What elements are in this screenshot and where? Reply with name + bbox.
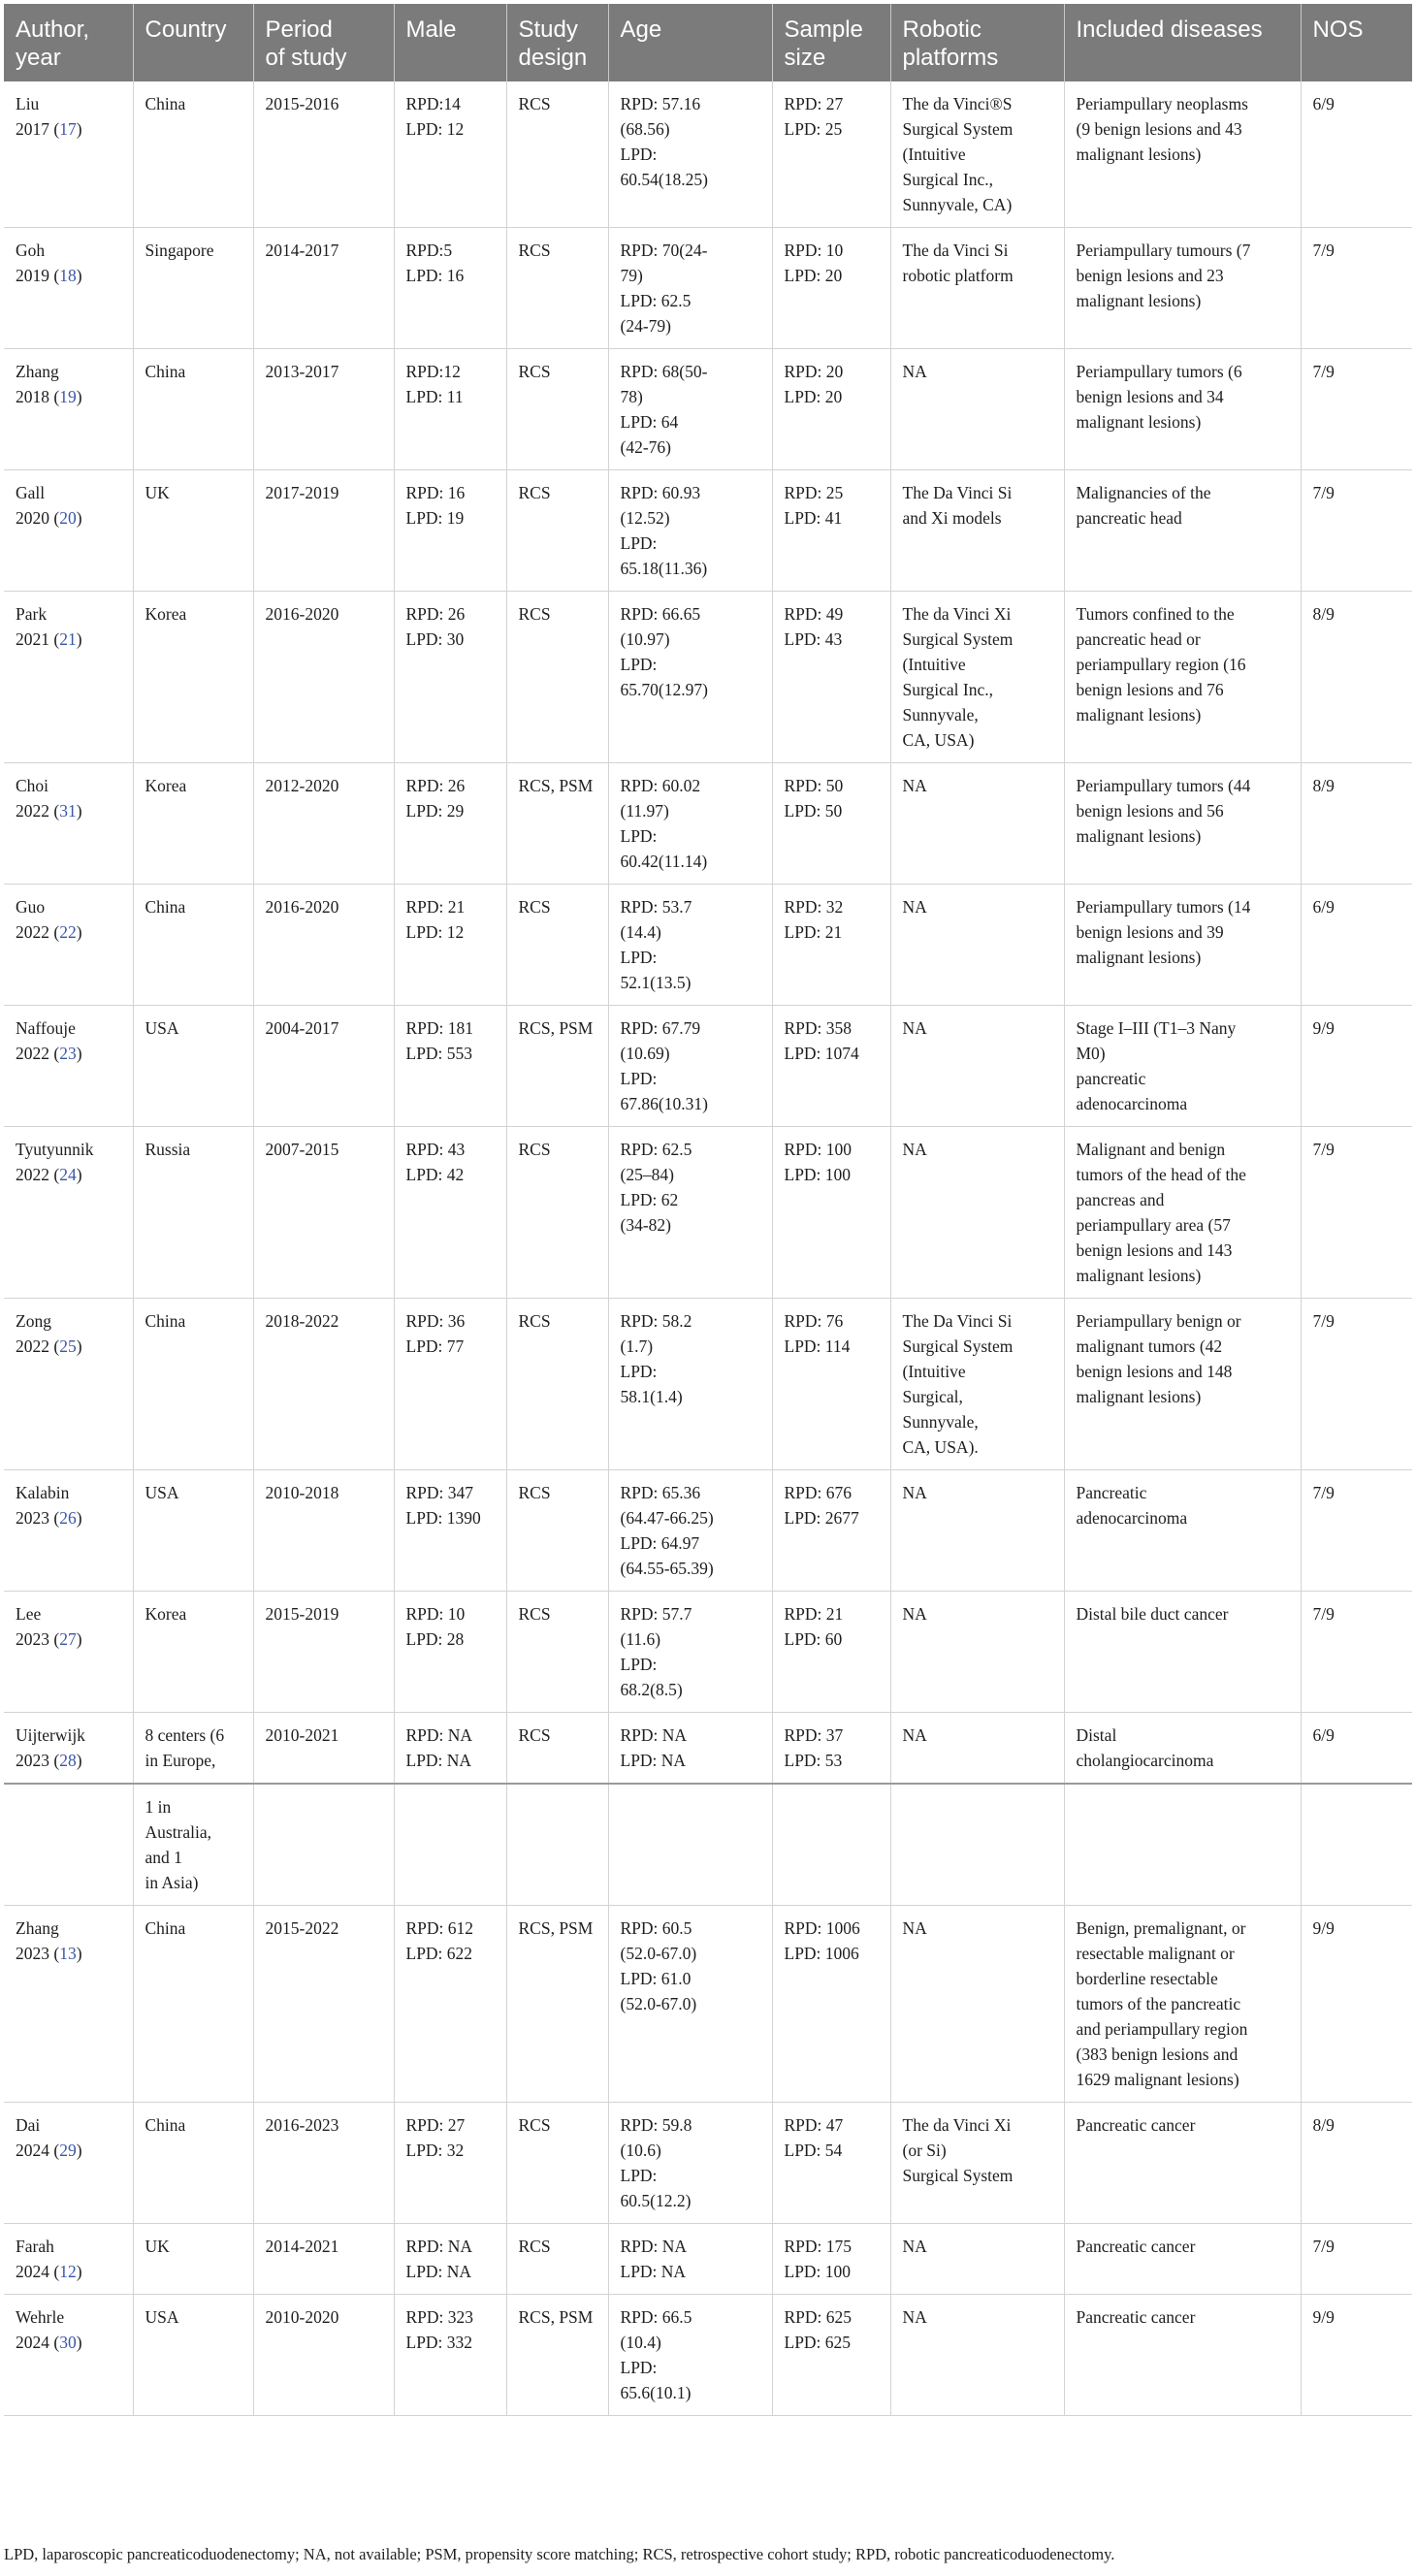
- cell-age: RPD: 57.7 (11.6) LPD: 68.2(8.5): [608, 1592, 772, 1713]
- cell-sample: RPD: 358 LPD: 1074: [772, 1006, 890, 1127]
- study-year: 2019: [16, 266, 49, 285]
- table-row: [4, 81, 1412, 228]
- cell-sample: RPD: 47 LPD: 54: [772, 2103, 890, 2224]
- cell-diseases: Pancreatic cancer: [1064, 2295, 1301, 2416]
- cell-nos: 7/9: [1301, 228, 1412, 349]
- cell-period: 2016-2020: [253, 885, 394, 1006]
- cell-sample: RPD: 49 LPD: 43: [772, 592, 890, 763]
- table-row: [4, 2295, 1412, 2416]
- cell-author-year: [4, 2224, 133, 2295]
- cell-period: 2018-2022: [253, 1299, 394, 1470]
- cell-period: 2007-2015: [253, 1127, 394, 1299]
- cell-sample: RPD: 25 LPD: 41: [772, 470, 890, 592]
- cell-sample: RPD: 625 LPD: 625: [772, 2295, 890, 2416]
- cell-nos: 7/9: [1301, 2224, 1412, 2295]
- cell-author-year: [4, 1906, 133, 2103]
- table-row: [4, 763, 1412, 885]
- cell-nos: 6/9: [1301, 885, 1412, 1006]
- cell-country: UK: [133, 470, 253, 592]
- reference-link[interactable]: 27: [59, 1629, 77, 1649]
- cell-age: RPD: 59.8 (10.6) LPD: 60.5(12.2): [608, 2103, 772, 2224]
- cell-period: [253, 1784, 394, 1906]
- cell-male: RPD: 10 LPD: 28: [394, 1592, 506, 1713]
- cell-country: Korea: [133, 763, 253, 885]
- study-year: 2021: [16, 629, 49, 649]
- column-header-age: Age: [608, 4, 772, 81]
- cell-diseases: Periampullary tumours (7 benign lesions and 23 malignant lesions): [1064, 228, 1301, 349]
- cell-diseases: Malignancies of the pancreatic head: [1064, 470, 1301, 592]
- column-header-design: Study design: [506, 4, 608, 81]
- author-year-line: 2017 (17): [16, 119, 82, 139]
- table-row: [4, 1470, 1412, 1592]
- cell-platform: The da Vinci Xi Surgical System (Intuitive Surgical Inc., Sunnyvale, CA, USA): [890, 592, 1064, 763]
- cell-age: RPD: 60.5 (52.0-67.0) LPD: 61.0 (52.0-67.0): [608, 1906, 772, 2103]
- cell-design: RCS, PSM: [506, 763, 608, 885]
- cell-sample: RPD: 676 LPD: 2677: [772, 1470, 890, 1592]
- cell-age: RPD: 57.16 (68.56) LPD: 60.54(18.25): [608, 81, 772, 228]
- cell-platform: NA: [890, 763, 1064, 885]
- cell-design: RCS: [506, 2103, 608, 2224]
- author-year-line: 2022 (22): [16, 922, 82, 942]
- table-row: [4, 2103, 1412, 2224]
- author-name: Farah: [16, 2237, 54, 2256]
- table-row: [4, 1127, 1412, 1299]
- cell-country: China: [133, 2103, 253, 2224]
- table-row: [4, 592, 1412, 763]
- cell-sample: RPD: 37 LPD: 53: [772, 1713, 890, 1785]
- cell-design: RCS: [506, 1713, 608, 1785]
- cell-platform: [890, 1784, 1064, 1906]
- cell-nos: 7/9: [1301, 1127, 1412, 1299]
- author-name: Lee: [16, 1604, 42, 1624]
- reference-link[interactable]: 29: [59, 2141, 77, 2160]
- cell-design: RCS: [506, 349, 608, 470]
- author-name: Liu: [16, 94, 40, 113]
- table-row: [4, 1592, 1412, 1713]
- cell-author-year: [4, 470, 133, 592]
- reference-link[interactable]: 13: [59, 1944, 77, 1963]
- cell-nos: 8/9: [1301, 2103, 1412, 2224]
- cell-platform: NA: [890, 1592, 1064, 1713]
- cell-period: 2004-2017: [253, 1006, 394, 1127]
- author-name: Wehrle: [16, 2307, 65, 2327]
- cell-diseases: Periampullary benign or malignant tumors (42 benign lesions and 148 malignant lesions): [1064, 1299, 1301, 1470]
- cell-sample: RPD: 32 LPD: 21: [772, 885, 890, 1006]
- study-year: 2022: [16, 922, 49, 942]
- cell-age: RPD: 66.5 (10.4) LPD: 65.6(10.1): [608, 2295, 772, 2416]
- study-year: 2023: [16, 1629, 49, 1649]
- author-name: Goh: [16, 241, 46, 260]
- cell-country: USA: [133, 1006, 253, 1127]
- cell-platform: NA: [890, 2224, 1064, 2295]
- cell-period: 2010-2021: [253, 1713, 394, 1785]
- author-year-line: 2022 (25): [16, 1336, 82, 1356]
- cell-diseases: Periampullary tumors (6 benign lesions and 34 malignant lesions): [1064, 349, 1301, 470]
- study-year: 2022: [16, 1336, 49, 1356]
- cell-author-year: [4, 349, 133, 470]
- author-name: Naffouje: [16, 1018, 76, 1038]
- cell-design: RCS: [506, 1127, 608, 1299]
- study-year: 2023: [16, 1508, 49, 1528]
- cell-country: China: [133, 1299, 253, 1470]
- cell-design: RCS: [506, 228, 608, 349]
- cell-diseases: Periampullary neoplasms (9 benign lesions and 43 malignant lesions): [1064, 81, 1301, 228]
- cell-age: RPD: 62.5 (25–84) LPD: 62 (34-82): [608, 1127, 772, 1299]
- cell-country: 1 in Australia, and 1 in Asia): [133, 1784, 253, 1906]
- author-year-line: 2024 (30): [16, 2333, 82, 2352]
- reference-link[interactable]: 18: [59, 266, 77, 285]
- study-year: 2022: [16, 1165, 49, 1184]
- author-year-line: 2024 (29): [16, 2141, 82, 2160]
- cell-diseases: Pancreatic adenocarcinoma: [1064, 1470, 1301, 1592]
- study-year: 2024: [16, 2141, 49, 2160]
- column-header-platform: Robotic platforms: [890, 4, 1064, 81]
- author-year-line: 2019 (18): [16, 266, 82, 285]
- author-year-line: 2023 (26): [16, 1508, 82, 1528]
- cell-design: RCS: [506, 885, 608, 1006]
- author-name: Zong: [16, 1311, 51, 1331]
- cell-nos: 7/9: [1301, 1592, 1412, 1713]
- cell-nos: 7/9: [1301, 1299, 1412, 1470]
- table-footnote: LPD, laparoscopic pancreaticoduodenectomy; NA, not available; PSM, propensity score matching; RCS, retrospective cohort study; RPD, robotic pancreaticoduodenectomy.: [4, 2545, 1115, 2563]
- cell-diseases: Stage I–III (T1–3 Nany M0) pancreatic adenocarcinoma: [1064, 1006, 1301, 1127]
- table-row: [4, 1713, 1412, 1785]
- study-characteristics-table: [4, 4, 1412, 2416]
- study-table-container: [4, 4, 1412, 2416]
- study-year: 2023: [16, 1944, 49, 1963]
- author-year-line: 2023 (28): [16, 1751, 82, 1770]
- reference-link[interactable]: 21: [59, 629, 77, 649]
- reference-link[interactable]: 22: [59, 922, 77, 942]
- reference-link[interactable]: 25: [59, 1336, 77, 1356]
- cell-sample: RPD: 1006 LPD: 1006: [772, 1906, 890, 2103]
- header-row: [4, 4, 1412, 81]
- cell-author-year: [4, 2295, 133, 2416]
- cell-author-year: [4, 1127, 133, 1299]
- reference-link[interactable]: 17: [59, 119, 77, 139]
- table-row: [4, 2224, 1412, 2295]
- column-header-nos: NOS: [1301, 4, 1412, 81]
- cell-age: RPD: 53.7 (14.4) LPD: 52.1(13.5): [608, 885, 772, 1006]
- author-year-line: 2024 (12): [16, 2262, 82, 2281]
- cell-nos: 8/9: [1301, 592, 1412, 763]
- author-name: Gall: [16, 483, 46, 502]
- cell-platform: NA: [890, 1713, 1064, 1785]
- cell-period: 2010-2018: [253, 1470, 394, 1592]
- cell-design: RCS: [506, 592, 608, 763]
- cell-design: [506, 1784, 608, 1906]
- cell-diseases: Distal cholangiocarcinoma: [1064, 1713, 1301, 1785]
- cell-country: China: [133, 349, 253, 470]
- cell-diseases: Periampullary tumors (14 benign lesions and 39 malignant lesions): [1064, 885, 1301, 1006]
- author-name: Park: [16, 604, 48, 624]
- cell-period: 2010-2020: [253, 2295, 394, 2416]
- cell-design: RCS, PSM: [506, 1006, 608, 1127]
- cell-sample: [772, 1784, 890, 1906]
- cell-diseases: [1064, 1784, 1301, 1906]
- cell-platform: NA: [890, 349, 1064, 470]
- cell-author-year: [4, 1784, 133, 1906]
- cell-platform: The da Vinci Si robotic platform: [890, 228, 1064, 349]
- cell-sample: RPD: 50 LPD: 50: [772, 763, 890, 885]
- cell-male: RPD: 21 LPD: 12: [394, 885, 506, 1006]
- cell-sample: RPD: 21 LPD: 60: [772, 1592, 890, 1713]
- cell-platform: NA: [890, 1127, 1064, 1299]
- cell-male: RPD: 26 LPD: 30: [394, 592, 506, 763]
- cell-nos: 9/9: [1301, 1006, 1412, 1127]
- cell-sample: RPD: 27 LPD: 25: [772, 81, 890, 228]
- author-year-line: 2022 (24): [16, 1165, 82, 1184]
- cell-male: RPD: NA LPD: NA: [394, 2224, 506, 2295]
- cell-male: RPD: 347 LPD: 1390: [394, 1470, 506, 1592]
- cell-nos: 8/9: [1301, 763, 1412, 885]
- cell-period: 2017-2019: [253, 470, 394, 592]
- study-year: 2022: [16, 1044, 49, 1063]
- cell-design: RCS: [506, 2224, 608, 2295]
- cell-country: USA: [133, 2295, 253, 2416]
- study-year: 2017: [16, 119, 49, 139]
- cell-age: RPD: NA LPD: NA: [608, 1713, 772, 1785]
- cell-sample: RPD: 76 LPD: 114: [772, 1299, 890, 1470]
- study-year: 2023: [16, 1751, 49, 1770]
- cell-country: Singapore: [133, 228, 253, 349]
- cell-male: [394, 1784, 506, 1906]
- cell-male: RPD: 26 LPD: 29: [394, 763, 506, 885]
- cell-platform: NA: [890, 1906, 1064, 2103]
- reference-link[interactable]: 24: [59, 1165, 77, 1184]
- cell-design: RCS: [506, 1470, 608, 1592]
- reference-link[interactable]: 28: [59, 1751, 77, 1770]
- cell-age: RPD: 68(50- 78) LPD: 64 (42-76): [608, 349, 772, 470]
- author-year-line: 2018 (19): [16, 387, 82, 406]
- author-name: Choi: [16, 776, 49, 795]
- cell-nos: [1301, 1784, 1412, 1906]
- reference-link[interactable]: 31: [59, 801, 77, 821]
- cell-country: Korea: [133, 592, 253, 763]
- cell-author-year: [4, 81, 133, 228]
- cell-nos: 6/9: [1301, 1713, 1412, 1785]
- reference-link[interactable]: 20: [59, 508, 77, 528]
- cell-male: RPD:14 LPD: 12: [394, 81, 506, 228]
- cell-male: RPD: 181 LPD: 553: [394, 1006, 506, 1127]
- cell-country: 8 centers (6 in Europe,: [133, 1713, 253, 1785]
- cell-platform: NA: [890, 2295, 1064, 2416]
- cell-period: 2016-2020: [253, 592, 394, 763]
- cell-diseases: Tumors confined to the pancreatic head or periampullary region (16 benign lesions and 76 malignant lesions): [1064, 592, 1301, 763]
- cell-nos: 9/9: [1301, 1906, 1412, 2103]
- cell-design: RCS: [506, 1299, 608, 1470]
- cell-diseases: Distal bile duct cancer: [1064, 1592, 1301, 1713]
- cell-male: RPD: 323 LPD: 332: [394, 2295, 506, 2416]
- table-row: [4, 885, 1412, 1006]
- cell-age: RPD: 65.36 (64.47-66.25) LPD: 64.97 (64.55-65.39): [608, 1470, 772, 1592]
- study-year: 2018: [16, 387, 49, 406]
- reference-link[interactable]: 19: [59, 387, 77, 406]
- cell-period: 2015-2022: [253, 1906, 394, 2103]
- cell-platform: The Da Vinci Si Surgical System (Intuitive Surgical, Sunnyvale, CA, USA).: [890, 1299, 1064, 1470]
- cell-age: [608, 1784, 772, 1906]
- cell-age: RPD: 58.2 (1.7) LPD: 58.1(1.4): [608, 1299, 772, 1470]
- author-name: Tyutyunnik: [16, 1140, 94, 1159]
- cell-nos: 7/9: [1301, 349, 1412, 470]
- cell-nos: 7/9: [1301, 1470, 1412, 1592]
- cell-sample: RPD: 20 LPD: 20: [772, 349, 890, 470]
- cell-sample: RPD: 10 LPD: 20: [772, 228, 890, 349]
- cell-age: RPD: 70(24- 79) LPD: 62.5 (24-79): [608, 228, 772, 349]
- author-name: Zhang: [16, 362, 59, 381]
- cell-author-year: [4, 2103, 133, 2224]
- table-row: [4, 1006, 1412, 1127]
- table-row: [4, 228, 1412, 349]
- cell-platform: NA: [890, 1470, 1064, 1592]
- reference-link[interactable]: 23: [59, 1044, 77, 1063]
- cell-author-year: [4, 885, 133, 1006]
- cell-country: Russia: [133, 1127, 253, 1299]
- cell-diseases: Malignant and benign tumors of the head of the pancreas and periampullary area (57 benign lesions and 143 malignant lesions): [1064, 1127, 1301, 1299]
- column-header-diseases: Included diseases: [1064, 4, 1301, 81]
- table-row: [4, 1906, 1412, 2103]
- cell-diseases: Periampullary tumors (44 benign lesions and 56 malignant lesions): [1064, 763, 1301, 885]
- cell-design: RCS: [506, 470, 608, 592]
- cell-age: RPD: 60.02 (11.97) LPD: 60.42(11.14): [608, 763, 772, 885]
- cell-diseases: Benign, premalignant, or resectable malignant or borderline resectable tumors of the pancreatic and periampullary region (383 benign lesions and 1629 malignant lesions): [1064, 1906, 1301, 2103]
- cell-platform: The da Vinci®S Surgical System (Intuitive Surgical Inc., Sunnyvale, CA): [890, 81, 1064, 228]
- cell-male: RPD: 43 LPD: 42: [394, 1127, 506, 1299]
- cell-period: 2015-2016: [253, 81, 394, 228]
- cell-author-year: [4, 1299, 133, 1470]
- cell-platform: The Da Vinci Si and Xi models: [890, 470, 1064, 592]
- cell-author-year: [4, 1006, 133, 1127]
- author-year-line: 2023 (13): [16, 1944, 82, 1963]
- table-header: [4, 4, 1412, 81]
- column-header-male: Male: [394, 4, 506, 81]
- table-row: [4, 1784, 1412, 1906]
- column-header-sample: Sample size: [772, 4, 890, 81]
- cell-author-year: [4, 763, 133, 885]
- reference-link[interactable]: 12: [59, 2262, 77, 2281]
- cell-design: RCS: [506, 1592, 608, 1713]
- cell-country: China: [133, 1906, 253, 2103]
- cell-diseases: Pancreatic cancer: [1064, 2224, 1301, 2295]
- cell-country: USA: [133, 1470, 253, 1592]
- cell-period: 2014-2021: [253, 2224, 394, 2295]
- cell-author-year: [4, 1470, 133, 1592]
- cell-country: UK: [133, 2224, 253, 2295]
- cell-diseases: Pancreatic cancer: [1064, 2103, 1301, 2224]
- table-row: [4, 1299, 1412, 1470]
- author-year-line: 2022 (23): [16, 1044, 82, 1063]
- cell-author-year: [4, 1592, 133, 1713]
- cell-country: China: [133, 81, 253, 228]
- table-row: [4, 470, 1412, 592]
- cell-author-year: [4, 1713, 133, 1785]
- table-body: [4, 81, 1412, 2416]
- cell-period: 2013-2017: [253, 349, 394, 470]
- cell-design: RCS: [506, 81, 608, 228]
- cell-male: RPD: 36 LPD: 77: [394, 1299, 506, 1470]
- cell-country: China: [133, 885, 253, 1006]
- cell-period: 2016-2023: [253, 2103, 394, 2224]
- cell-country: Korea: [133, 1592, 253, 1713]
- column-header-country: Country: [133, 4, 253, 81]
- table-row: [4, 349, 1412, 470]
- cell-age: RPD: 66.65 (10.97) LPD: 65.70(12.97): [608, 592, 772, 763]
- cell-design: RCS, PSM: [506, 2295, 608, 2416]
- cell-age: RPD: 60.93 (12.52) LPD: 65.18(11.36): [608, 470, 772, 592]
- cell-sample: RPD: 175 LPD: 100: [772, 2224, 890, 2295]
- reference-link[interactable]: 26: [59, 1508, 77, 1528]
- cell-male: RPD: 27 LPD: 32: [394, 2103, 506, 2224]
- cell-platform: NA: [890, 885, 1064, 1006]
- study-year: 2020: [16, 508, 49, 528]
- cell-author-year: [4, 592, 133, 763]
- reference-link[interactable]: 30: [59, 2333, 77, 2352]
- cell-author-year: [4, 228, 133, 349]
- author-name: Kalabin: [16, 1483, 70, 1502]
- cell-platform: NA: [890, 1006, 1064, 1127]
- cell-male: RPD: 16 LPD: 19: [394, 470, 506, 592]
- cell-period: 2014-2017: [253, 228, 394, 349]
- cell-period: 2015-2019: [253, 1592, 394, 1713]
- study-year: 2024: [16, 2262, 49, 2281]
- column-header-period: Period of study: [253, 4, 394, 81]
- author-name: Guo: [16, 897, 46, 917]
- author-year-line: 2022 (31): [16, 801, 82, 821]
- study-year: 2024: [16, 2333, 49, 2352]
- study-year: 2022: [16, 801, 49, 821]
- cell-period: 2012-2020: [253, 763, 394, 885]
- cell-nos: 6/9: [1301, 81, 1412, 228]
- author-year-line: 2023 (27): [16, 1629, 82, 1649]
- cell-sample: RPD: 100 LPD: 100: [772, 1127, 890, 1299]
- cell-male: RPD:12 LPD: 11: [394, 349, 506, 470]
- cell-male: RPD:5 LPD: 16: [394, 228, 506, 349]
- author-name: Dai: [16, 2115, 41, 2135]
- cell-design: RCS, PSM: [506, 1906, 608, 2103]
- cell-nos: 9/9: [1301, 2295, 1412, 2416]
- column-header-author: Author, year: [4, 4, 133, 81]
- cell-age: RPD: 67.79 (10.69) LPD: 67.86(10.31): [608, 1006, 772, 1127]
- cell-male: RPD: NA LPD: NA: [394, 1713, 506, 1785]
- cell-male: RPD: 612 LPD: 622: [394, 1906, 506, 2103]
- author-name: Uijterwijk: [16, 1725, 85, 1745]
- cell-age: RPD: NA LPD: NA: [608, 2224, 772, 2295]
- author-name: Zhang: [16, 1918, 59, 1938]
- author-year-line: 2021 (21): [16, 629, 82, 649]
- author-year-line: 2020 (20): [16, 508, 82, 528]
- cell-nos: 7/9: [1301, 470, 1412, 592]
- cell-platform: The da Vinci Xi (or Si) Surgical System: [890, 2103, 1064, 2224]
